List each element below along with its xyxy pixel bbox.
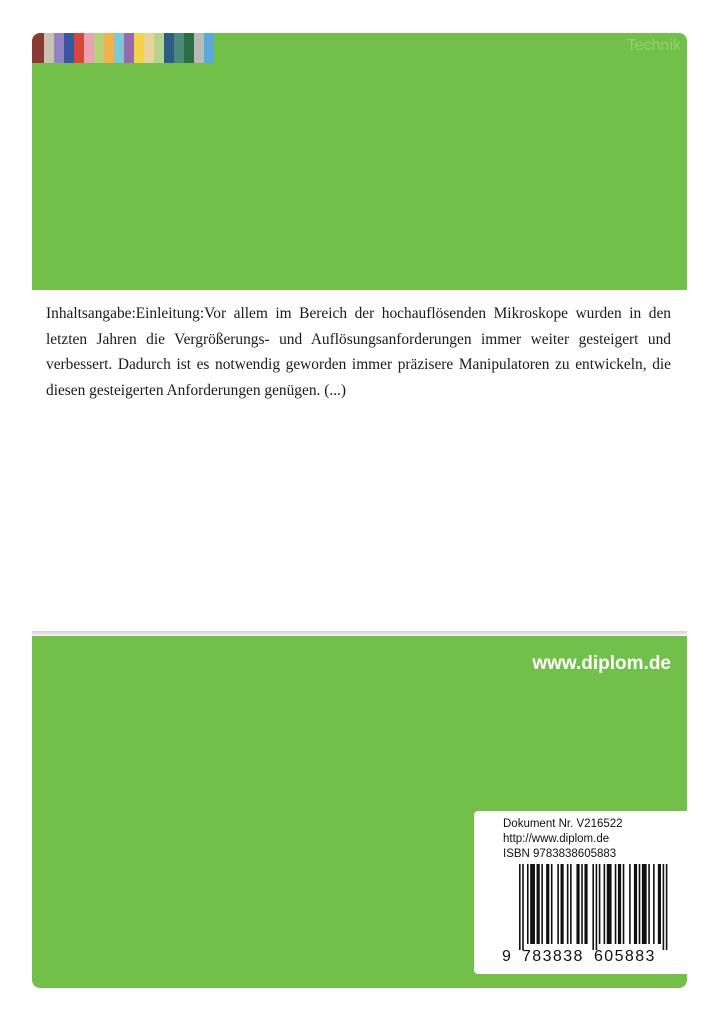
barcode-bar — [546, 864, 549, 944]
barcode-bar — [567, 864, 569, 944]
barcode-digits — [496, 948, 671, 970]
color-stripe — [74, 33, 84, 63]
color-stripe — [94, 33, 104, 63]
barcode-bar — [551, 864, 553, 944]
barcode-bar — [592, 864, 594, 950]
barcode-bar — [634, 864, 637, 944]
color-stripe — [114, 33, 124, 63]
barcode-bar — [607, 864, 612, 944]
book-back-cover — [32, 33, 687, 988]
color-stripe — [44, 33, 54, 63]
color-stripe — [134, 33, 144, 63]
barcode-bar — [629, 864, 631, 944]
color-stripe — [184, 33, 194, 63]
barcode-bar — [615, 864, 617, 944]
barcode-bar — [522, 864, 524, 950]
barcode-bar — [560, 864, 563, 944]
color-stripe — [32, 33, 44, 63]
color-stripe — [154, 33, 164, 63]
barcode-bar — [604, 864, 606, 944]
barcode-bar — [570, 864, 572, 944]
color-stripe — [204, 33, 214, 63]
barcode-bar — [527, 864, 529, 944]
category-label: Technik — [626, 37, 681, 54]
barcode-bar — [639, 864, 641, 944]
color-stripe — [194, 33, 204, 63]
barcode-bar — [653, 864, 655, 944]
barcode-bar — [519, 864, 521, 950]
abstract-text: Inhaltsangabe:Einleitung:Vor allem im Bereich der hochauflösenden Mikroskope wurden in den letzten Jahren die Vergrößerungs- und Auflösungsanforderungen immer weiter gesteigert und verbessert. Dadurch ist es notwendig geworden immer präzisere Manipulatoren zu entwickeln, die diesen gesteigerten Anforderungen genügen. (...) — [46, 305, 671, 399]
barcode-bar — [530, 864, 535, 944]
barcode-bar — [596, 864, 598, 950]
color-stripe — [54, 33, 64, 63]
barcode-bar — [658, 864, 661, 944]
color-stripe — [84, 33, 94, 63]
barcode-digit-group-left: 783838 — [522, 948, 584, 965]
color-stripe — [164, 33, 174, 63]
barcode-bar — [557, 864, 559, 944]
publisher-url[interactable]: www.diplom.de — [532, 653, 671, 674]
color-stripe — [124, 33, 134, 63]
barcode-digit-first: 9 — [502, 948, 511, 965]
isbn-text: ISBN 9783838605883 — [503, 848, 617, 860]
barcode-bar — [623, 864, 625, 944]
color-stripe — [104, 33, 114, 63]
color-stripe — [174, 33, 184, 63]
metadata-box — [474, 811, 687, 974]
barcode-bar — [537, 864, 540, 944]
barcode-bar — [581, 864, 583, 944]
top-green-panel — [32, 33, 687, 290]
barcode-bar — [648, 864, 650, 944]
barcode-bar — [642, 864, 647, 944]
barcode-bar — [584, 864, 587, 944]
color-stripe — [64, 33, 74, 63]
barcode-bar — [618, 864, 621, 944]
barcode-bar — [576, 864, 579, 944]
color-stripe-bar — [32, 33, 282, 63]
barcode-bar — [599, 864, 601, 944]
metadata-url: http://www.diplom.de — [503, 833, 610, 845]
document-number: Dokument Nr. V216522 — [503, 818, 623, 830]
color-stripe — [144, 33, 154, 63]
barcode-bar — [666, 864, 668, 950]
barcode-bar — [541, 864, 543, 944]
isbn-barcode — [519, 864, 669, 950]
barcode-bar — [663, 864, 665, 950]
barcode-digit-group-right: 605883 — [594, 948, 656, 965]
bottom-green-panel — [32, 636, 687, 988]
